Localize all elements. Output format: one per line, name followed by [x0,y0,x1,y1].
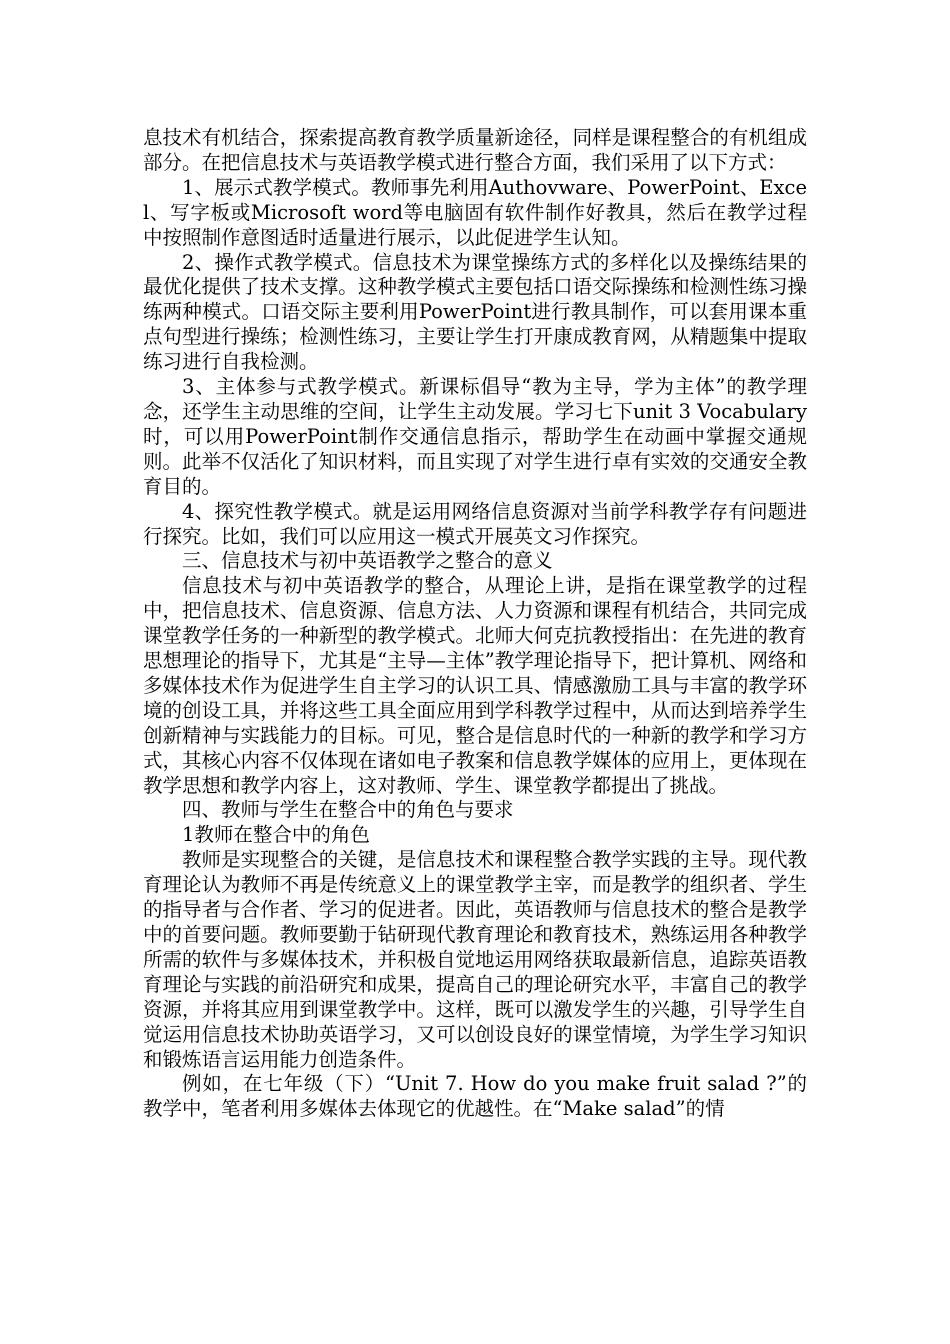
paragraph-display-mode: 1、展示式教学模式。教师事先利用Authovware、PowerPoint、Excel、写字板或Microsoft word等电脑固有软件制作好教具，然后在教学过程中按照制作意图适时适量进行展示，以此促进学生认知。 [143,175,807,249]
paragraph-operation-mode: 2、操作式教学模式。信息技术为课堂操练方式的多样化以及操练结果的最优化提供了技术支撑。这种教学模式主要包括口语交际操练和检测性练习操练两种模式。口语交际主要利用PowerPoint进行教具制作，可以套用课本重点句型进行操练；检测性练习，主要让学生打开康成教育网，从精题集中提取练习进行自我检测。 [143,250,807,374]
paragraph-inquiry-mode: 4、探究性教学模式。就是运用网络信息资源对当前学科教学存有问题进行探究。比如，我们可以应用这一模式开展英文习作探究。 [143,499,807,548]
subsection-heading-teacher-role: 1教师在整合中的角色 [182,823,370,847]
paragraph-participation-mode: 3、主体参与式教学模式。新课标倡导“教为主导，学为主体”的教学理念，还学生主动思维的空间，让学生主动发展。学习七下unit 3 Vocabulary时，可以用PowerPoint制作交通信息指示，帮助学生在动画中掌握交通规则。此举不仅活化了知识材料，而且实现了对学生进行卓有实效的交通安全教育目的。 [143,375,807,498]
paragraph-continued: 息技术有机结合，探索提高教育教学质量新途径，同样是课程整合的有机组成部分。在把信息技术与英语教学模式进行整合方面，我们采用了以下方式： [143,126,807,174]
paragraph-teacher-role: 教师是实现整合的关键，是信息技术和课程整合教学实践的主导。现代教育理论认为教师不再是传统意义上的课堂教学主宰，而是教学的组织者、学生的指导者与合作者、学习的促进者。因此，英语教师与信息技术的整合是教学中的首要问题。教师要勤于钻研现代教育理论和教育技术，熟练运用各种教学所需的软件与多媒体技术，并积极自觉地运用网络获取最新信息，追踪英语教育理论与实践的前沿研究和成果，提高自己的理论研究水平，丰富自己的教学资源，并将其应用到课堂教学中。这样，既可以激发学生的兴趣，引导学生自觉运用信息技术协助英语学习，又可以创设良好的课堂情境，为学生学习知识和锻炼语言运用能力创造条件。 [143,848,807,1071]
paragraph-example: 例如，在七年级（下）“Unit 7. How do you make fruit salad ?”的教学中，笔者利用多媒体去体现它的优越性。在“Make salad”的情 [143,1072,807,1121]
section-heading-roles: 四、教师与学生在整合中的角色与要求 [182,798,514,822]
section-heading-significance: 三、信息技术与初中英语教学之整合的意义 [182,549,553,573]
document-body [143,126,807,1122]
paragraph-significance: 信息技术与初中英语教学的整合，从理论上讲，是指在课堂教学的过程中，把信息技术、信息资源、信息方法、人力资源和课程有机结合，共同完成课堂教学任务的一种新型的教学模式。北师大何克抗教授指出：在先进的教育思想理论的指导下，尤其是“主导—主体”教学理论指导下，把计算机、网络和多媒体技术作为促进学生自主学习的认识工具、情感激励工具与丰富的教学环境的创设工具，并将这些工具全面应用到学科教学过程中，从而达到培养学生创新精神与实践能力的目标。可见，整合是信息时代的一种新的教学和学习方式，其核心内容不仅体现在诸如电子教案和信息教学媒体的应用上，更体现在教学思想和教学内容上，这对教师、学生、课堂教学都提出了挑战。 [143,574,807,797]
